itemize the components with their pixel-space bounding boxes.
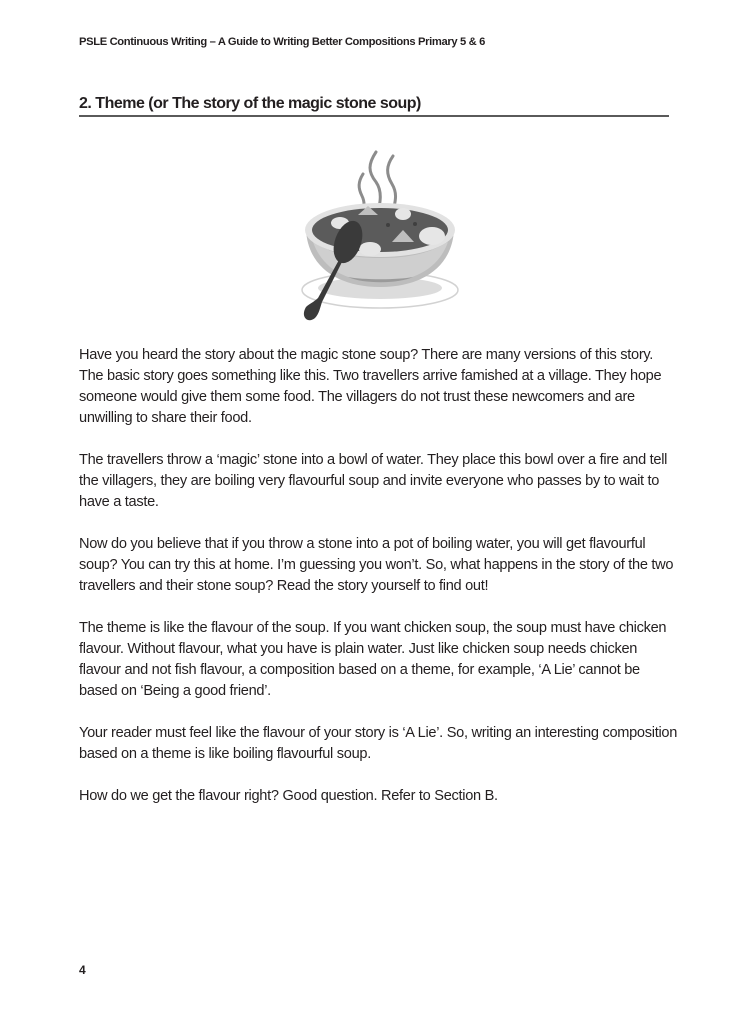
paragraph-theme-flavour: The theme is like the flavour of the soup. If you want chicken soup, the soup must have chicken flavour. Without flavour, what you have is plain water. Just like chicken soup needs chicken flavour and not fish flavour, a composition based on a theme, for example, ‘A Lie’ cannot be based on ‘Being a good friend’.	[79, 620, 667, 699]
paragraph-section-ref: How do we get the flavour right? Good question. Refer to Section B.	[79, 788, 498, 804]
paragraph-travellers: The travellers throw a ‘magic’ stone into a bowl of water. They place this bowl over a fire and tell the villagers, they are boiling very flavourful soup and invite everyone who passes by to wait to have a taste.	[79, 452, 668, 510]
section-heading	[79, 96, 669, 117]
paragraph-question: Now do you believe that if you throw a stone into a pot of boiling water, you will get flavourful soup? You can try this at home. I’m guessing you won’t. So, what happens in the story of the two travellers and their stone soup? Read the story yourself to find out!	[79, 536, 674, 594]
paragraph-intro: Have you heard the story about the magic stone soup? There are many versions of this story. The basic story goes something like this. Two travellers arrive famished at a village. They hope someone would give them some food. The villagers do not trust these newcomers and are unwilling to share their food.	[79, 347, 662, 426]
running-header-title: PSLE Continuous Writing – A Guide to Writing Better Compositions Primary 5 & 6	[79, 36, 485, 48]
body-text	[79, 345, 679, 828]
soup-bowl-icon	[305, 203, 455, 287]
soup-illustration	[288, 142, 468, 327]
section-heading-text: 2. Theme (or The story of the magic stone soup)	[79, 95, 421, 112]
page-number: 4	[79, 963, 86, 977]
paragraph-reader: Your reader must feel like the flavour of your story is ‘A Lie’. So, writing an interesting composition based on a theme is like boiling flavourful soup.	[79, 725, 678, 762]
running-header	[79, 36, 485, 48]
